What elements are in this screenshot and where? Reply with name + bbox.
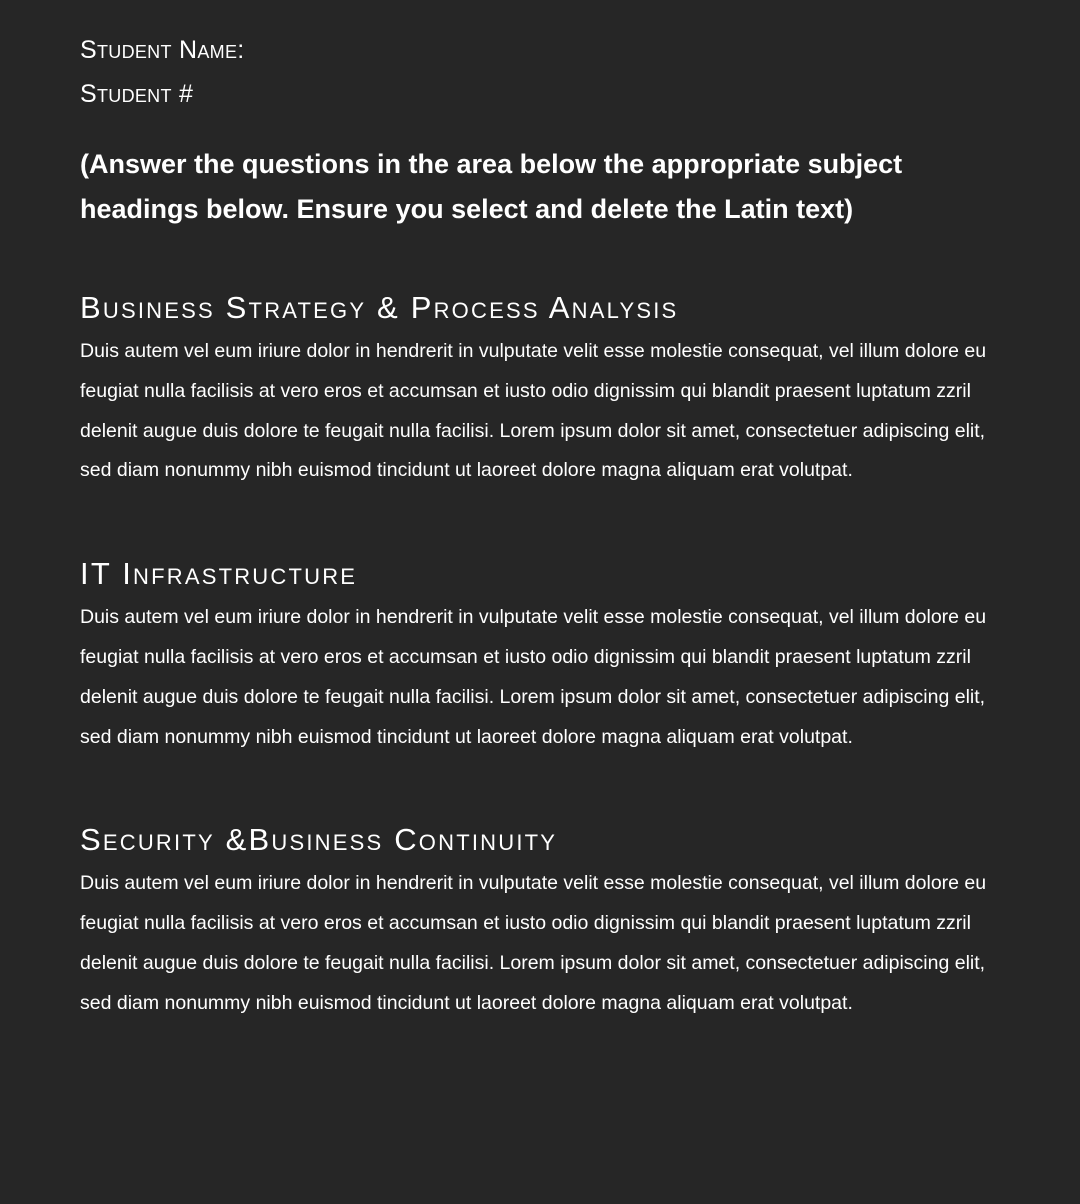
section-business-strategy — [80, 288, 1000, 491]
section-it-infrastructure — [80, 554, 1000, 757]
section-heading[interactable]: IT Infrastructure — [80, 556, 358, 592]
section-body[interactable]: Duis autem vel eum iriure dolor in hendrerit in vulputate velit esse molestie consequat, vel illum dolore eu feugiat nulla facilisis at vero eros et accumsan et iusto odio dignissim qui blandit praesent luptatum zzril delenit augue duis dolore te feugait nulla facilisi. Lorem ipsum dolor sit amet, consectetuer adipiscing elit, sed diam nonummy nibh euismod tincidunt ut laoreet dolore magna aliquam erat volutpat. — [80, 340, 987, 482]
section-security-continuity — [80, 820, 1000, 1023]
student-number-label[interactable]: Student # — [80, 80, 194, 108]
section-heading[interactable]: Business Strategy & Process Analysis — [80, 290, 679, 325]
student-info — [80, 28, 1000, 116]
section-heading[interactable]: Security &Business Continuity — [80, 822, 558, 858]
student-name-label[interactable]: Student Name: — [80, 36, 245, 64]
section-body[interactable]: Duis autem vel eum iriure dolor in hendrerit in vulputate velit esse molestie consequat, vel illum dolore eu feugiat nulla facilisis at vero eros et accumsan et iusto odio dignissim qui blandit praesent luptatum zzril delenit augue duis dolore te feugait nulla facilisi. Lorem ipsum dolor sit amet, consectetuer adipiscing elit, sed diam nonummy nibh euismod tincidunt ut laoreet dolore magna aliquam erat volutpat. — [80, 872, 987, 1014]
instruction-text[interactable]: (Answer the questions in the area below the appropriate subject headings below. Ensure you select and delete the Latin text) — [80, 149, 903, 224]
section-body[interactable]: Duis autem vel eum iriure dolor in hendrerit in vulputate velit esse molestie consequat, vel illum dolore eu feugiat nulla facilisis at vero eros et accumsan et iusto odio dignissim qui blandit praesent luptatum zzril delenit augue duis dolore te feugait nulla facilisi. Lorem ipsum dolor sit amet, consectetuer adipiscing elit, sed diam nonummy nibh euismod tincidunt ut laoreet dolore magna aliquam erat volutpat. — [80, 606, 987, 748]
